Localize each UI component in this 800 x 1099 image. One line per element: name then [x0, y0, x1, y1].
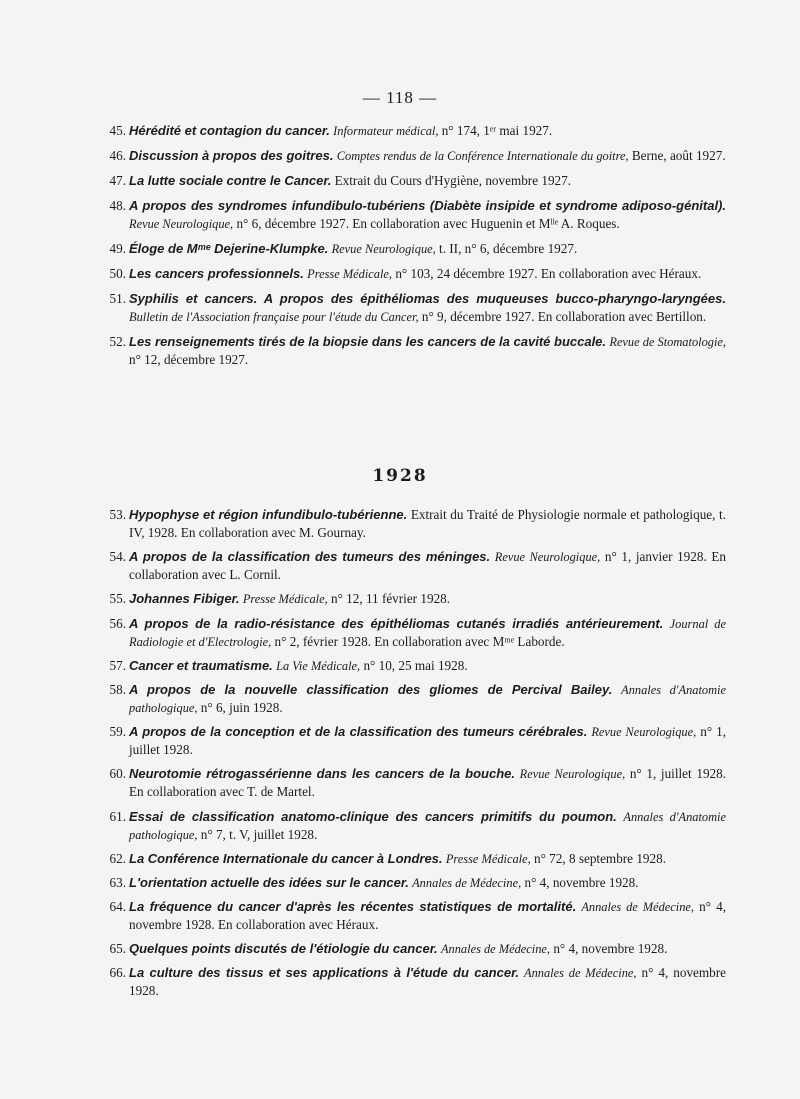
bibliography-entry [106, 765, 726, 801]
entry-number: 57. [109, 657, 126, 673]
entry-details: n° 6, juin 1928. [197, 699, 283, 715]
entry-title: A propos de la classification des tumeurs des méninges. [129, 549, 491, 565]
entry-number: 59. [109, 724, 126, 740]
entry-source: Annales d'Anatomie pathologique, [129, 682, 726, 715]
entry-title: Discussion à propos des goitres. [129, 148, 334, 163]
entry-number: 54. [109, 549, 126, 565]
entry-title: Essai de classification anatomo-clinique des cancers primitifs du poumon. [129, 808, 617, 824]
entry-title: Les cancers professionnels. [129, 266, 304, 281]
entry-source: Journal de Radiologie et d'Electrologie, [129, 616, 727, 649]
entry-title: Syphilis et cancers. A propos des épithéliomas des muqueuses bucco-pharyngo-laryngées. [129, 291, 726, 306]
entry-source: Presse Médicale, [242, 592, 328, 607]
bibliography-entry [106, 147, 726, 165]
bibliography-entry [106, 240, 726, 258]
entry-title: A propos des syndromes infundibulo-tubériens (Diabète insipide et syndrome adiposo-génital). [129, 198, 726, 213]
bibliography-entry [106, 265, 726, 283]
entry-source: La Vie Médicale, [276, 658, 361, 673]
entry-title: Éloge de Mᵐᵉ Dejerine-Klumpke. [129, 241, 329, 256]
bibliography-entry [106, 850, 726, 868]
entry-source: Annales de Médecine, [524, 966, 637, 981]
entry-title: La lutte sociale contre le Cancer. [129, 173, 332, 188]
entry-number: 50. [109, 266, 126, 281]
entry-title: Neurotomie rétrogassérienne dans les cancers de la bouche. [129, 766, 515, 782]
entry-title: L'orientation actuelle des idées sur le cancer. [129, 874, 409, 890]
entry-number: 60. [109, 766, 126, 782]
entry-details: Extrait du Traité de Physiologie normale et pathologique, t. IV, 1928. En collaboration avec M. Gournay. [129, 507, 726, 540]
entry-number: 48. [109, 198, 126, 213]
entry-details: n° 6, décembre 1927. En collaboration avec Huguenin et Mˡˡᵉ A. Roques. [233, 216, 620, 231]
entry-source: Bulletin de l'Association française pour l'étude du Cancer, [129, 310, 419, 324]
entry-details: n° 4, novembre 1928. [129, 965, 726, 999]
entry-title: A propos de la radio-résistance des épithéliomas cutanés irradiés antérieurement. [129, 615, 664, 631]
bibliography-entry [106, 197, 726, 233]
entry-source: Presse Médicale, [445, 851, 531, 866]
bibliography-entry [106, 290, 726, 326]
entry-source: Revue Neurologique, [591, 725, 697, 740]
bibliography-entry [106, 333, 726, 369]
bibliography-entry [106, 964, 726, 1000]
entry-source: Annales de Médecine, [581, 900, 695, 915]
entry-details: n° 12, décembre 1927. [129, 352, 249, 367]
entry-number: 58. [109, 681, 126, 697]
entry-number: 62. [109, 850, 126, 866]
bibliography-entry [106, 808, 726, 844]
entry-details: Berne, août 1927. [628, 148, 726, 163]
entry-details: n° 103, 24 décembre 1927. En collaboration avec Héraux. [392, 266, 702, 281]
entry-details: n° 1, juillet 1928. En collaboration avec T. de Martel. [129, 766, 727, 800]
entry-source: Revue Neurologique, [519, 767, 626, 782]
entry-source: Annales de Médecine, [412, 875, 522, 890]
year-heading: 1928 [372, 466, 428, 486]
page-number: — 118 — [362, 88, 438, 107]
entry-details: n° 1, janvier 1928. En collaboration avec L. Cornil. [129, 549, 727, 583]
entry-details: n° 4, novembre 1928. En collaboration avec Héraux. [129, 899, 727, 933]
entry-details: n° 10, 25 mai 1928. [360, 657, 468, 673]
entry-details: n° 4, novembre 1928. [550, 941, 668, 957]
bibliography-entry [106, 172, 726, 190]
entry-source: Informateur médical, [333, 124, 439, 138]
entry-number: 51. [109, 291, 126, 306]
entry-details: n° 72, 8 septembre 1928. [530, 850, 666, 866]
bibliography-entry [106, 723, 726, 759]
entry-title: La fréquence du cancer d'après les récentes statistiques de mortalité. [129, 899, 577, 915]
entry-source: Revue Neurologique, [494, 550, 601, 565]
entry-number: 49. [109, 241, 126, 256]
entry-source: Annales d'Anatomie pathologique, [129, 809, 726, 842]
entry-number: 66. [109, 965, 126, 981]
bibliography-entry [106, 548, 726, 584]
entry-title: La Conférence Internationale du cancer à Londres. [129, 850, 443, 866]
bibliography-entry [106, 122, 726, 140]
bibliography-entry [106, 657, 726, 675]
entry-details: n° 1, juillet 1928. [129, 724, 727, 758]
entry-number: 52. [109, 334, 126, 349]
entry-title: Hypophyse et région infundibulo-tubérienne. [129, 507, 408, 522]
entry-details: n° 4, novembre 1928. [521, 874, 639, 890]
entry-title: Les renseignements tirés de la biopsie dans les cancers de la cavité buccale. [129, 334, 607, 349]
bibliography-entry [106, 506, 726, 542]
entry-number: 45. [109, 123, 126, 138]
entry-source: Revue Neurologique, [129, 217, 234, 231]
entry-number: 55. [109, 591, 126, 607]
entry-details: n° 174, 1ᵉʳ mai 1927. [438, 123, 553, 138]
bibliography-entry [106, 590, 726, 608]
entry-number: 61. [109, 808, 126, 824]
entry-number: 46. [109, 148, 126, 163]
bibliography-entry [106, 940, 726, 958]
entry-details: n° 2, février 1928. En collaboration avec Mᵐᵉ Laborde. [271, 633, 565, 649]
entry-details: n° 12, 11 février 1928. [327, 591, 451, 607]
entry-details: n° 7, t. V, juillet 1928. [197, 826, 318, 842]
entry-title: La culture des tissus et ses applications à l'étude du cancer. [129, 965, 520, 981]
entry-number: 56. [109, 615, 126, 631]
bibliography-entry [106, 898, 726, 934]
entry-number: 65. [109, 941, 126, 957]
bibliography-entry [106, 615, 726, 651]
entry-source: Comptes rendus de la Conférence Internationale du goitre, [336, 149, 629, 163]
entry-title: A propos de la conception et de la classification des tumeurs cérébrales. [129, 724, 588, 740]
entry-source: Annales de Médecine, [440, 942, 551, 957]
entry-number: 47. [109, 173, 126, 188]
entry-details: n° 9, décembre 1927. En collaboration avec Bertillon. [418, 309, 707, 324]
entry-source: Presse Médicale, [307, 267, 393, 281]
entries-before-list [106, 122, 726, 376]
entry-details: t. II, n° 6, décembre 1927. [435, 241, 578, 256]
entry-source: Revue de Stomatologie, [609, 335, 727, 349]
entry-source: Revue Neurologique, [331, 242, 436, 256]
entry-title: A propos de la nouvelle classification des gliomes de Percival Bailey. [129, 681, 613, 697]
entry-number: 64. [109, 899, 126, 915]
entry-title: Hérédité et contagion du cancer. [129, 123, 330, 138]
entry-number: 63. [109, 874, 126, 890]
entry-title: Quelques points discutés de l'étiologie du cancer. [129, 941, 438, 957]
entries-1928-list [106, 506, 726, 1007]
bibliography-entry [106, 874, 726, 892]
bibliography-entry [106, 681, 726, 717]
entry-number: 53. [109, 507, 126, 522]
entry-details: Extrait du Cours d'Hygiène, novembre 1927. [334, 173, 572, 188]
entry-title: Johannes Fibiger. [129, 591, 240, 607]
entry-title: Cancer et traumatisme. [129, 657, 273, 673]
